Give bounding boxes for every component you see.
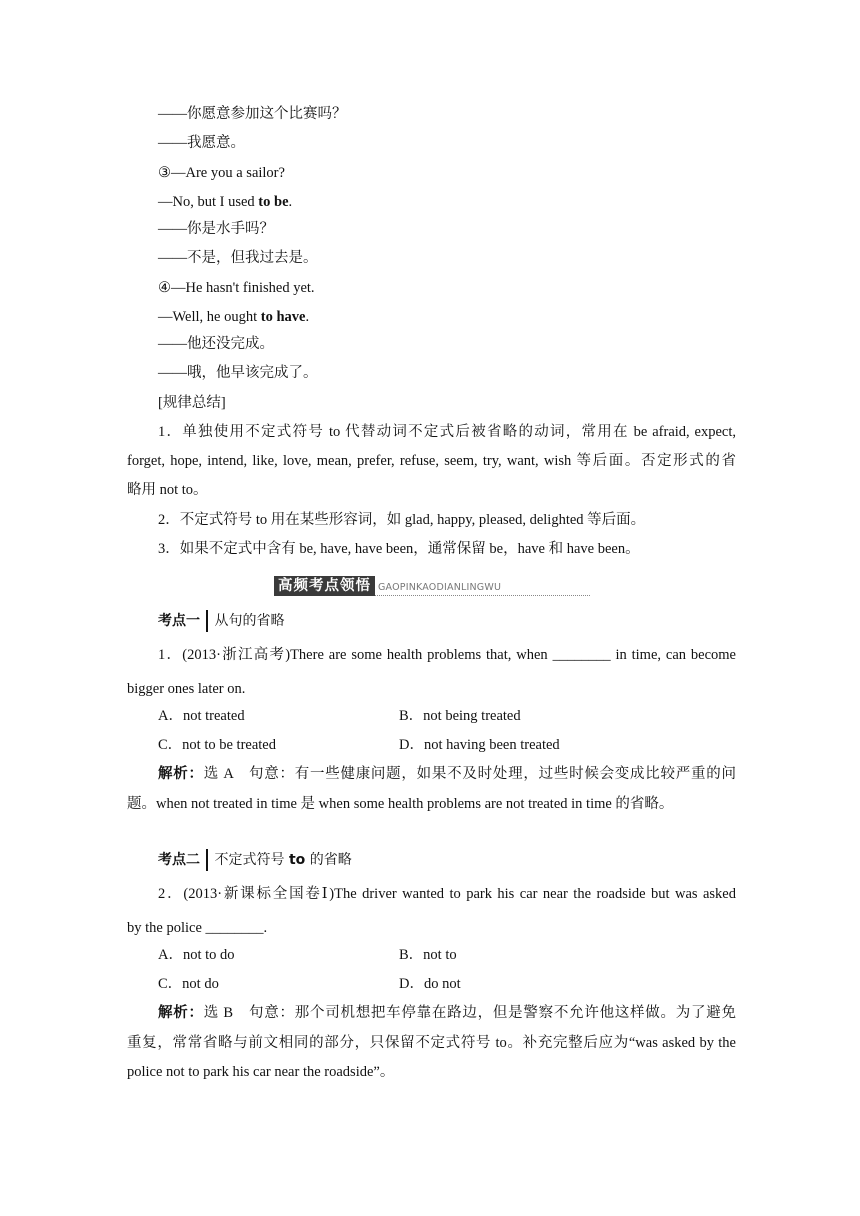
example-4-answer — [158, 307, 736, 327]
answer-2-label: 解析： — [158, 1005, 204, 1021]
point-2-title-bold: to — [288, 852, 306, 868]
point-2-label: 考点二 — [158, 852, 200, 868]
example-3-answer-text: —No, but I used — [158, 194, 259, 210]
question-1-option-b: B．not being treated — [399, 708, 521, 724]
question-1-line-1: 1．(2013·浙江高考)There are some health problems that, when ________ in time, can become — [158, 647, 736, 663]
point-2-title-text: 不定式符号 — [214, 852, 289, 868]
question-2-option-b: B．not to — [399, 947, 457, 963]
example-4-answer-bold: to have — [260, 309, 306, 325]
example-4-answer-end: . — [305, 309, 310, 325]
answer-1-line-2: 题。when not treated in time 是 when some health problems are not treated in time 的省略。 — [127, 796, 674, 812]
example-4-zh-line-1: ——他还没完成。 — [158, 336, 274, 352]
point-1-label: 考点一 — [158, 613, 200, 629]
rule-3: 3．如果不定式中含有 be, have, have been，通常保留 be，have 和 have been。 — [158, 541, 640, 557]
example-4-question: ④—He hasn't finished yet. — [158, 280, 315, 296]
answer-2-line-3: police not to park his car near the roadside”。 — [127, 1064, 395, 1080]
example-2-zh-line-2: ——我愿意。 — [158, 135, 245, 151]
rule-1-line-1: 1．单独使用不定式符号 to 代替动词不定式后被省略的动词，常用在 be afraid, expect, — [158, 424, 736, 440]
point-1-title: 从句的省略 — [214, 613, 285, 629]
question-2-line-1: 2．(2013·新课标全国卷Ⅰ)The driver wanted to park his car near the roadside but was asked — [158, 886, 736, 902]
example-3-zh-line-2: ——不是，但我过去是。 — [158, 250, 318, 266]
answer-2-line-1 — [158, 1003, 736, 1023]
point-1-divider — [206, 610, 208, 632]
question-2-line-2: by the police ________. — [127, 920, 268, 936]
example-3-answer — [158, 192, 736, 212]
answer-1-label: 解析： — [158, 766, 204, 782]
question-1-option-d: D．not having been treated — [399, 737, 560, 753]
point-2-header — [158, 849, 352, 871]
example-4-answer-text: —Well, he ought — [158, 309, 261, 325]
rule-2: 2．不定式符号 to 用在某些形容词，如 glad, happy, pleased, delighted 等后面。 — [158, 512, 646, 528]
point-1-header — [158, 610, 285, 632]
example-3-zh-line-1: ——你是水手吗？ — [158, 221, 274, 237]
example-4-zh-line-2: ——哦，他早该完成了。 — [158, 365, 318, 381]
example-3-answer-end: . — [288, 194, 293, 210]
question-2-option-d: D．do not — [399, 976, 461, 992]
answer-1-text: 选 A 句意：有一些健康问题，如果不及时处理，过些时候会变成比较严重的问 — [203, 766, 737, 782]
point-2-divider — [206, 849, 208, 871]
example-3-question: ③—Are you a sailor? — [158, 165, 285, 181]
example-3-answer-bold: to be — [258, 194, 289, 210]
rule-1-line-2: forget, hope, intend, like, love, mean, prefer, refuse, seem, try, want, wish 等后面。否定形式的省 — [127, 453, 736, 469]
answer-2-line-2: 重复，常常省略与前文相同的部分，只保留不定式符号 to。补充完整后应为“was asked by the — [127, 1035, 736, 1051]
question-2-option-a: A．not to do — [158, 947, 235, 963]
point-2-title — [215, 850, 352, 870]
section-banner-subtitle: GAOPINKAODIANLINGWU — [375, 582, 590, 596]
question-1-line-2: bigger ones later on. — [127, 681, 246, 697]
question-1-option-c: C．not to be treated — [158, 737, 276, 753]
section-banner-title: 高频考点领悟 — [274, 576, 375, 596]
section-banner — [274, 574, 590, 596]
rule-1-line-3: 略用 not to。 — [127, 482, 208, 498]
answer-1-line-1 — [158, 764, 736, 784]
question-2-option-c: C．not do — [158, 976, 219, 992]
question-1-option-a: A．not treated — [158, 708, 245, 724]
answer-2-text: 选 B 句意：那个司机想把车停靠在路边，但是警察不允许他这样做。为了避免 — [203, 1005, 737, 1021]
rules-heading: [规律总结] — [158, 395, 226, 411]
example-2-zh-line-1: ——你愿意参加这个比赛吗？ — [158, 106, 347, 122]
point-2-title-end: 的省略 — [305, 852, 352, 868]
